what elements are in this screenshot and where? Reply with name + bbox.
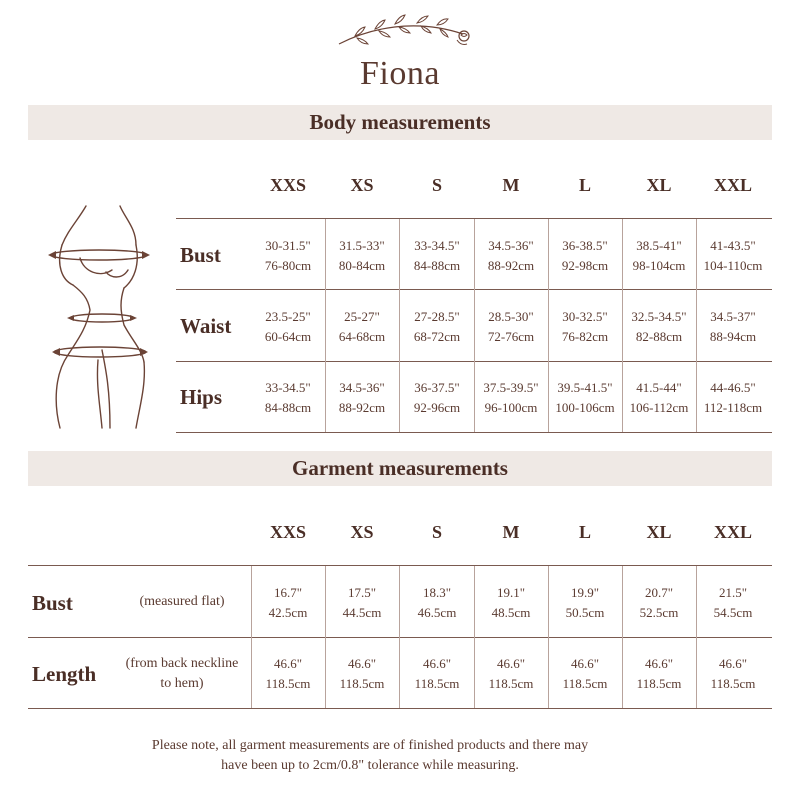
body-waist-s: 27-28.5" 68-72cm bbox=[413, 309, 461, 344]
row-label-length: Length bbox=[32, 662, 97, 686]
size-header-xxl: XXL bbox=[713, 522, 752, 542]
garment-length-l: 46.6" 118.5cm bbox=[562, 656, 608, 691]
garment-measurements-title: Garment measurements bbox=[292, 456, 508, 480]
body-hips-xxl: 44-46.5" 112-118cm bbox=[703, 380, 763, 415]
body-hips-s: 36-37.5" 92-96cm bbox=[413, 380, 461, 415]
body-figure-icon bbox=[40, 200, 165, 435]
body-bust-m: 34.5-36" 88-92cm bbox=[487, 238, 535, 273]
body-bust-xs: 31.5-33" 80-84cm bbox=[338, 238, 386, 273]
body-waist-xs: 25-27" 64-68cm bbox=[338, 309, 386, 344]
body-waist-xxl: 34.5-37" 88-94cm bbox=[709, 309, 757, 344]
garment-bust-xs: 17.5" 44.5cm bbox=[342, 585, 382, 620]
size-header-xs: XS bbox=[350, 522, 374, 542]
body-hips-xs: 34.5-36" 88-92cm bbox=[338, 380, 386, 415]
length-note: (from back neckline to hem) bbox=[125, 656, 239, 691]
size-header-xxs: XXS bbox=[269, 522, 306, 542]
garment-length-xxs: 46.6" 118.5cm bbox=[265, 656, 311, 691]
garment-length-xxl: 46.6" 118.5cm bbox=[710, 656, 756, 691]
body-hips-m: 37.5-39.5" 96-100cm bbox=[483, 380, 539, 415]
body-bust-xxl: 41-43.5" 104-110cm bbox=[703, 238, 763, 273]
body-bust-xxs: 30-31.5" 76-80cm bbox=[264, 238, 312, 273]
garment-length-m: 46.6" 118.5cm bbox=[488, 656, 534, 691]
branch-ornament-icon bbox=[335, 10, 475, 55]
size-header-xl: XL bbox=[646, 522, 672, 542]
body-bust-xl: 38.5-41" 98-104cm bbox=[632, 238, 686, 273]
body-hips-l: 39.5-41.5" 100-106cm bbox=[555, 380, 615, 415]
size-header-l: L bbox=[578, 522, 591, 542]
garment-bust-xxl: 21.5" 54.5cm bbox=[713, 585, 753, 620]
bust-note: (measured flat) bbox=[139, 594, 225, 609]
garment-bust-l: 19.9" 50.5cm bbox=[565, 585, 605, 620]
body-hips-xxs: 33-34.5" 84-88cm bbox=[264, 380, 312, 415]
body-waist-xxs: 23.5-25" 60-64cm bbox=[264, 309, 312, 344]
size-header-s: S bbox=[431, 175, 442, 195]
garment-measurements-band bbox=[28, 451, 772, 486]
size-header-xs: XS bbox=[350, 175, 374, 195]
size-header-l: L bbox=[578, 175, 591, 195]
body-bust-l: 36-38.5" 92-98cm bbox=[561, 238, 609, 273]
garment-table-rule bbox=[28, 637, 772, 638]
size-header-m: M bbox=[502, 175, 520, 195]
garment-bust-m: 19.1" 48.5cm bbox=[491, 585, 531, 620]
garment-bust-xxs: 16.7" 42.5cm bbox=[268, 585, 308, 620]
size-header-xl: XL bbox=[646, 175, 672, 195]
garment-bust-xl: 20.7" 52.5cm bbox=[639, 585, 679, 620]
body-waist-l: 30-32.5" 76-82cm bbox=[561, 309, 609, 344]
garment-table-rule-bottom bbox=[28, 708, 772, 709]
row-label-waist: Waist bbox=[180, 314, 232, 338]
garment-bust-s: 18.3" 46.5cm bbox=[417, 585, 457, 620]
garment-length-xs: 46.6" 118.5cm bbox=[339, 656, 385, 691]
size-header-s: S bbox=[431, 522, 442, 542]
row-label-bust: Bust bbox=[32, 591, 73, 615]
row-label-hips: Hips bbox=[180, 385, 223, 409]
footnote: Please note, all garment measurements are of finished products and there may have been up to 2cm/0.8" tolerance while measuring. bbox=[151, 738, 589, 773]
body-bust-s: 33-34.5" 84-88cm bbox=[413, 238, 461, 273]
body-measurements-title: Body measurements bbox=[309, 110, 491, 134]
row-label-bust: Bust bbox=[180, 243, 221, 267]
garment-length-s: 46.6" 118.5cm bbox=[414, 656, 460, 691]
body-hips-xl: 41.5-44" 106-112cm bbox=[629, 380, 689, 415]
size-header-m: M bbox=[502, 522, 520, 542]
garment-table-rule-top bbox=[28, 565, 772, 566]
body-measurements-band bbox=[28, 105, 772, 140]
garment-length-xl: 46.6" 118.5cm bbox=[636, 656, 682, 691]
size-header-xxs: XXS bbox=[269, 175, 306, 195]
body-waist-xl: 32.5-34.5" 82-88cm bbox=[631, 309, 687, 344]
size-header-xxl: XXL bbox=[713, 175, 752, 195]
brand-name: Fiona bbox=[360, 55, 440, 92]
body-waist-m: 28.5-30" 72-76cm bbox=[487, 309, 535, 344]
body-table-rule-bottom bbox=[176, 432, 772, 433]
